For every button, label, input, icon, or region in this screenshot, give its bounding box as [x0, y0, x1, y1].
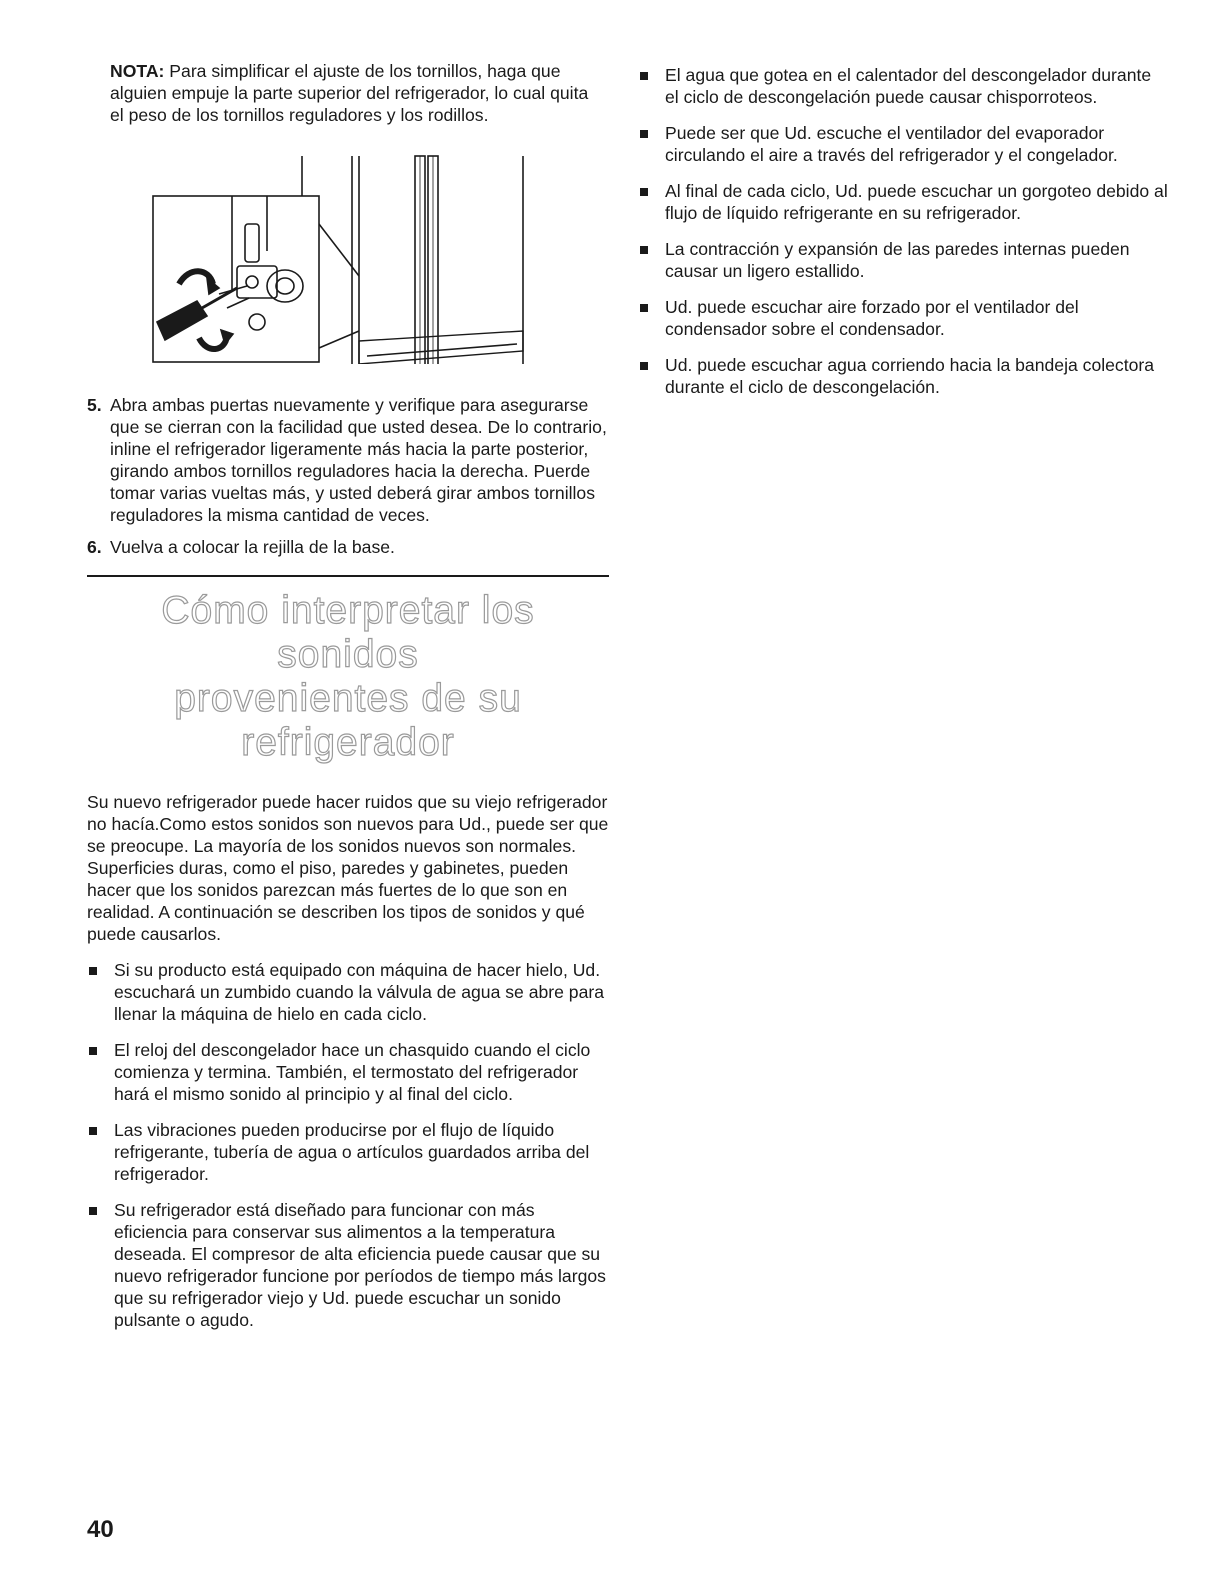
section-heading-line2: provenientes de su refrigerador — [174, 677, 522, 764]
step-number: 6. — [87, 537, 102, 557]
list-item — [638, 296, 1168, 340]
bullet-text: El agua que gotea en el calentador del descongelador durante el ciclo de descongelación puede causar chisporroteos. — [665, 65, 1152, 107]
steps-list — [87, 394, 609, 558]
bullet-square-icon — [638, 180, 665, 224]
bullet-text: Al final de cada ciclo, Ud. puede escuchar un gorgoteo debido al flujo de líquido refrigerante en su refrigerador. — [665, 181, 1168, 223]
right-bullet-list — [638, 64, 1168, 398]
bullet-text: Puede ser que Ud. escuche el ventilador del evaporador circulando el aire a través del refrigerador y el congelador. — [665, 123, 1118, 165]
list-item — [87, 1039, 609, 1105]
list-item — [638, 64, 1168, 108]
list-item — [638, 354, 1168, 398]
left-column — [87, 60, 609, 1331]
refrigerator-base-illustration — [87, 126, 609, 364]
bullet-square-icon — [638, 64, 665, 108]
list-item — [638, 122, 1168, 166]
step-item — [87, 394, 609, 526]
bullet-text: Ud. puede escuchar agua corriendo hacia la bandeja colectora durante el ciclo de descongelación. — [665, 355, 1155, 397]
list-item — [87, 1199, 609, 1331]
note-paragraph — [110, 60, 600, 126]
right-column — [638, 60, 1168, 398]
left-bullet-list — [87, 959, 609, 1331]
bullet-text: Su refrigerador está diseñado para funcionar con más eficiencia para conservar sus alimentos a la temperatura deseada. El compresor de alta eficiencia puede causar que su nuevo refrigerador funcione por períodos de tiempo más largos que su refrigerador viejo y Ud. puede escuchar un sonido pulsante o agudo. — [114, 1200, 606, 1330]
list-item — [638, 180, 1168, 224]
bullet-text: Las vibraciones pueden producirse por el flujo de líquido refrigerante, tubería de agua o artículos guardados arriba del refrigerador. — [114, 1120, 590, 1184]
section-heading-line1: Cómo interpretar los sonidos — [161, 589, 535, 676]
bullet-square-icon — [87, 959, 114, 1025]
bullet-square-icon — [638, 296, 665, 340]
bullet-square-icon — [638, 238, 665, 282]
section-heading — [87, 589, 609, 765]
bullet-square-icon — [87, 1039, 114, 1105]
bullet-square-icon — [638, 354, 665, 398]
note-label: NOTA: — [110, 61, 165, 81]
step-item — [87, 536, 609, 558]
list-item — [638, 238, 1168, 282]
bullet-square-icon — [638, 122, 665, 166]
list-item — [87, 959, 609, 1025]
step-number: 5. — [87, 395, 102, 415]
bullet-text: El reloj del descongelador hace un chasquido cuando el ciclo comienza y termina. También, el termostato del refrigerador hará el mismo sonido al principio y al final del ciclo. — [114, 1040, 591, 1104]
list-item — [87, 1119, 609, 1185]
bullet-square-icon — [87, 1199, 114, 1331]
note-text: Para simplificar el ajuste de los tornillos, haga que alguien empuje la parte superior del refrigerador, lo cual quita el peso de los tornillos reguladores y los rodillos. — [110, 61, 589, 125]
bullet-square-icon — [87, 1119, 114, 1185]
page-number: 40 — [87, 1516, 114, 1543]
section-divider — [87, 575, 609, 577]
step-text: Vuelva a colocar la rejilla de la base. — [110, 537, 395, 557]
step-text: Abra ambas puertas nuevamente y verifique para asegurarse que se cierran con la facilidad que usted desea. De lo contrario, inline el refrigerador ligeramente más hacia la parte posterior, girando ambos tornillos reguladores hacia la derecha. Puerde tomar varias vueltas más, y usted deberá girar ambos tornillos reguladores la misma cantidad de veces. — [110, 395, 607, 525]
leveling-screw-illustration — [87, 126, 609, 364]
bullet-text: Ud. puede escuchar aire forzado por el ventilador del condensador sobre el condensador. — [665, 297, 1079, 339]
intro-paragraph: Su nuevo refrigerador puede hacer ruidos que su viejo refrigerador no hacía.Como estos sonidos son nuevos para Ud., puede ser que se preocupe. La mayoría de los sonidos nuevos son normales. Superficies duras, como el piso, paredes y gabinetes, pueden hacer que los sonidos parezcan más fuertes de lo que son en realidad. A continuación se describen los tipos de sonidos y qué puede causarlos. — [87, 792, 609, 944]
bullet-text: Si su producto está equipado con máquina de hacer hielo, Ud. escuchará un zumbido cuando la válvula de agua se abre para llenar la máquina de hielo en cada ciclo. — [114, 960, 605, 1024]
bullet-text: La contracción y expansión de las paredes internas pueden causar un ligero estallido. — [665, 239, 1130, 281]
